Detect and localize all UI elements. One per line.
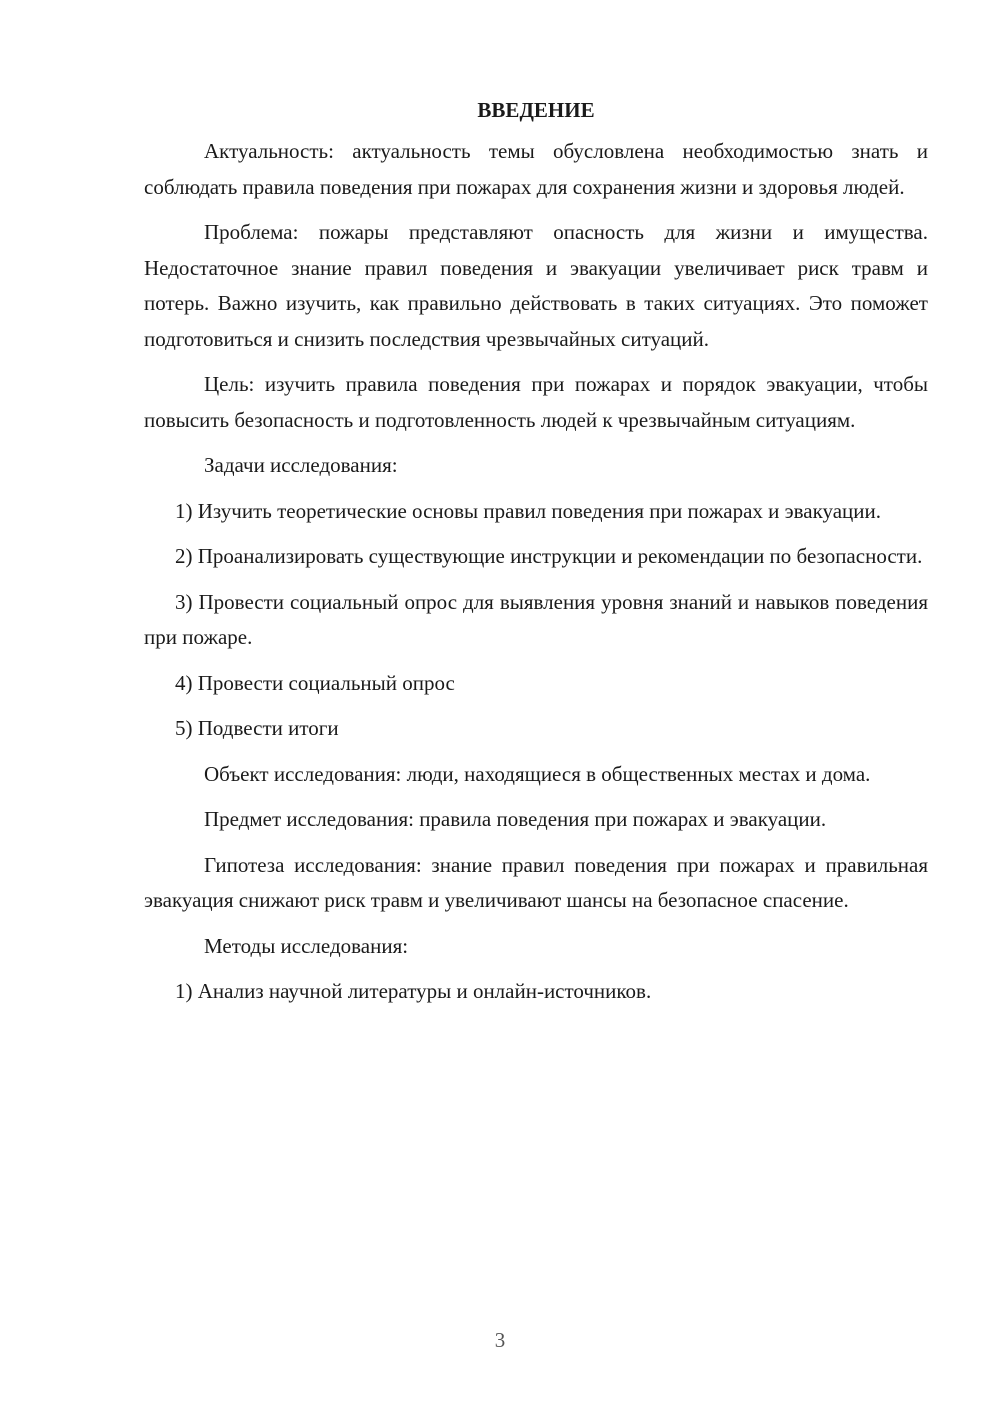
document-page <box>144 92 928 1020</box>
paragraph-tasks-heading: Задачи исследования: <box>204 453 398 477</box>
list-item-task-3: 3) Провести социальный опрос для выявления уровня знаний и навыков поведения при пожаре. <box>144 589 928 649</box>
paragraph-methods-heading: Методы исследования: <box>204 933 409 958</box>
list-item-task-4: 4) Провести социальный опрос <box>175 670 455 695</box>
paragraph-relevance: Актуальность: актуальность темы обусловлена необходимостью знать и соблюдать правила поведения при пожарах для сохранения жизни и здоровья людей. <box>144 139 928 199</box>
list-item-task-2: 2) Проанализировать существующие инструкции и рекомендации по безопасности. <box>175 544 923 568</box>
section-title: ВВЕДЕНИЕ <box>477 98 595 122</box>
list-item-method-1: 1) Анализ научной литературы и онлайн-источников. <box>175 979 652 1003</box>
paragraph-subject: Предмет исследования: правила поведения при пожарах и эвакуации. <box>204 807 827 831</box>
paragraph-object: Объект исследования: люди, находящиеся в общественных местах и дома. <box>204 761 871 786</box>
paragraph-hypothesis: Гипотеза исследования: знание правил поведения при пожарах и правильная эвакуация снижают риск травм и увеличивают шансы на безопасное спасение. <box>144 852 928 912</box>
paragraph-problem: Проблема: пожары представляют опасность для жизни и имущества. Недостаточное знание правил поведения и эвакуации увеличивает риск травм и потерь. Важно изучить, как правильно действовать в таких ситуациях. Это поможет подготовиться и снизить последствия чрезвычайных ситуаций. <box>144 220 928 351</box>
list-item-task-1: 1) Изучить теоретические основы правил поведения при пожарах и эвакуации. <box>175 498 882 523</box>
paragraph-goal: Цель: изучить правила поведения при пожарах и порядок эвакуации, чтобы повысить безопасность и подготовленность людей к чрезвычайным ситуациям. <box>144 372 928 432</box>
list-item-task-5: 5) Подвести итоги <box>175 716 339 740</box>
page-number: 3 <box>494 1328 506 1352</box>
